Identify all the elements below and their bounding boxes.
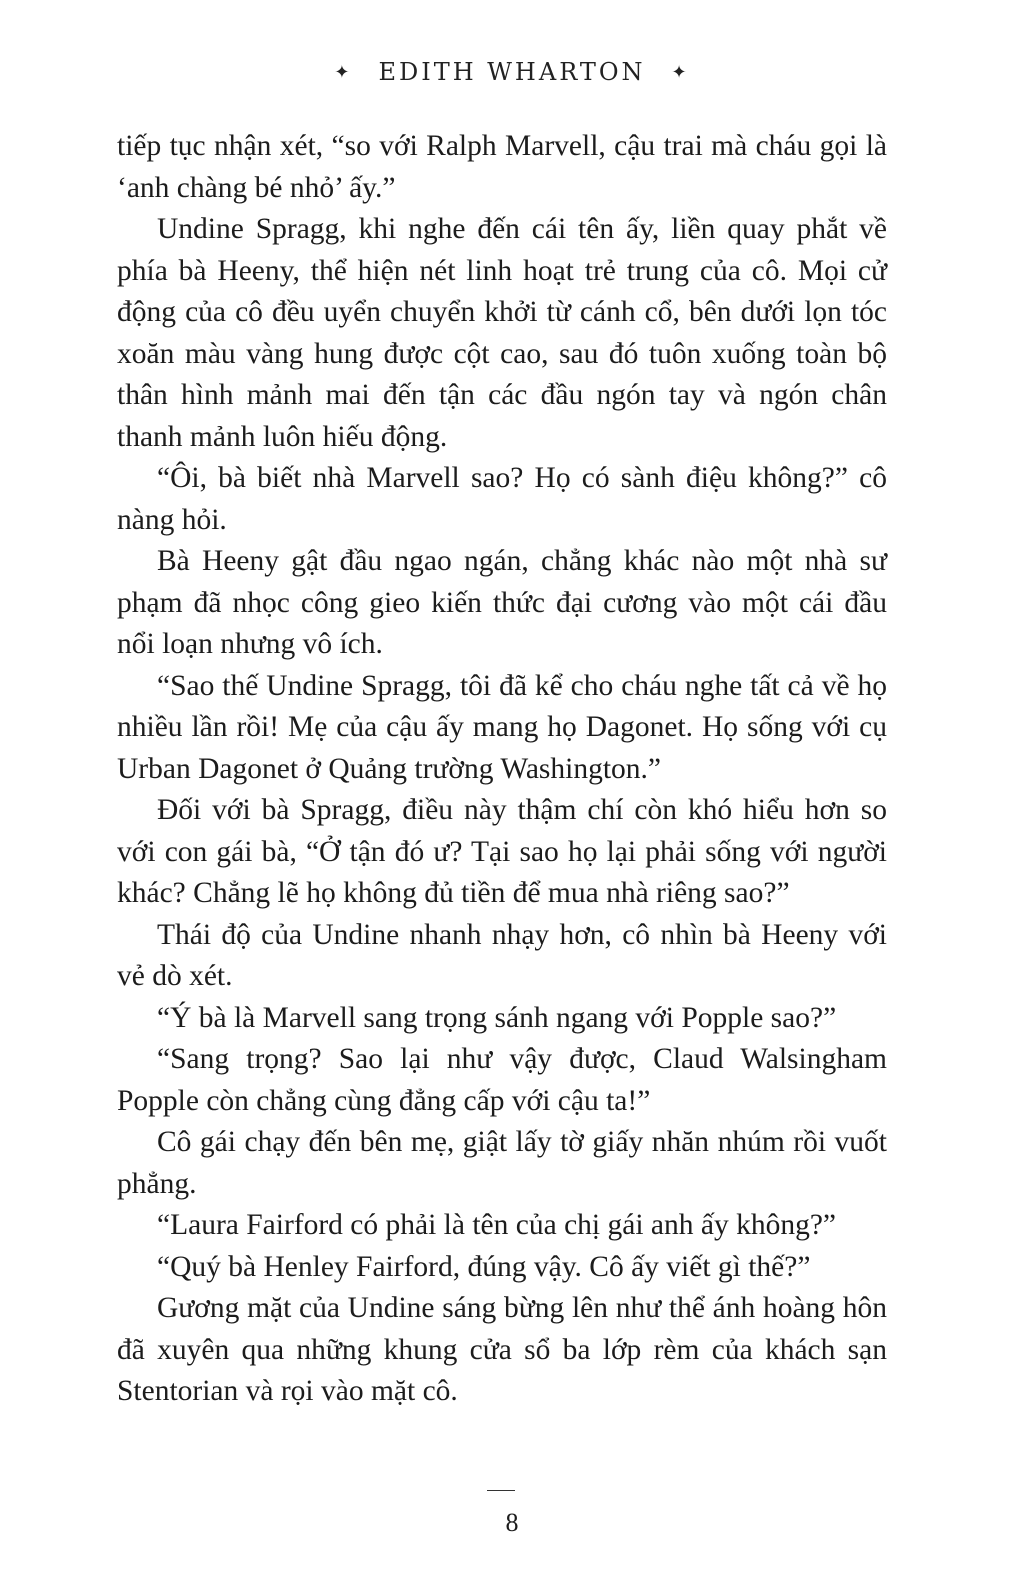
- running-header-title: EDITH WHARTON: [378, 58, 646, 86]
- paragraph: Đối với bà Spragg, điều này thậm chí còn khó hiểu hơn so với con gái bà, “Ở tận đó ư? Tại sao họ lại phải sống với người khác? Chẳng lẽ họ không đủ tiền để mua nhà riêng sao?”: [117, 794, 887, 909]
- paragraph: “Sang trọng? Sao lại như vậy được, Claud Walsingham Popple còn chẳng cùng đẳng cấp với cậu ta!”: [117, 1043, 887, 1117]
- paragraph: “Ôi, bà biết nhà Marvell sao? Họ có sành điệu không?” cô nàng hỏi.: [117, 462, 887, 536]
- paragraph: Cô gái chạy đến bên mẹ, giật lấy tờ giấy nhăn nhúm rồi vuốt phẳng.: [117, 1126, 887, 1200]
- paragraph: “Laura Fairford có phải là tên của chị gái anh ấy không?”: [157, 1209, 837, 1241]
- paragraph: “Quý bà Henley Fairford, đúng vậy. Cô ấy viết gì thế?”: [157, 1250, 811, 1283]
- running-header: [0, 58, 1024, 86]
- paragraph: tiếp tục nhận xét, “so với Ralph Marvell, cậu trai mà cháu gọi là ‘anh chàng bé nhỏ’ ấy.”: [117, 130, 887, 204]
- page-number: 8: [505, 1508, 519, 1537]
- paragraph: Thái độ của Undine nhanh nhạy hơn, cô nhìn bà Heeny với vẻ dò xét.: [117, 918, 887, 992]
- paragraph: Bà Heeny gật đầu ngao ngán, chẳng khác nào một nhà sư phạm đã nhọc công gieo kiến thức đại cương vào một cái đầu nổi loạn nhưng vô ích.: [117, 545, 887, 660]
- paragraph: Undine Spragg, khi nghe đến cái tên ấy, liền quay phắt về phía bà Heeny, thể hiện nét linh hoạt trẻ trung của cô. Mọi cử động của cô đều uyển chuyển khởi từ cánh cổ, bên dưới lọn tóc xoăn màu vàng hung được cột cao, sau đó tuôn xuống toàn bộ thân hình mảnh mai đến tận các đầu ngón tay và ngón chân thanh mảnh luôn hiếu động.: [117, 213, 887, 453]
- ornament-right-icon: ✦: [671, 62, 690, 83]
- paragraph: “Sao thế Undine Spragg, tôi đã kể cho cháu nghe tất cả về họ nhiều lần rồi! Mẹ của cậu ấy mang họ Dagonet. Họ sống với cụ Urban Dagonet ở Quảng trường Washington.”: [117, 669, 887, 785]
- body-text: [117, 126, 887, 1413]
- paragraph: “Ý bà là Marvell sang trọng sánh ngang với Popple sao?”: [157, 1001, 837, 1034]
- paragraph: Gương mặt của Undine sáng bừng lên như thể ánh hoàng hôn đã xuyên qua những khung cửa sổ ba lớp rèm của khách sạn Stentorian và rọi vào mặt cô.: [117, 1292, 887, 1407]
- footer-rule: [487, 1490, 515, 1491]
- ornament-left-icon: ✦: [334, 62, 353, 83]
